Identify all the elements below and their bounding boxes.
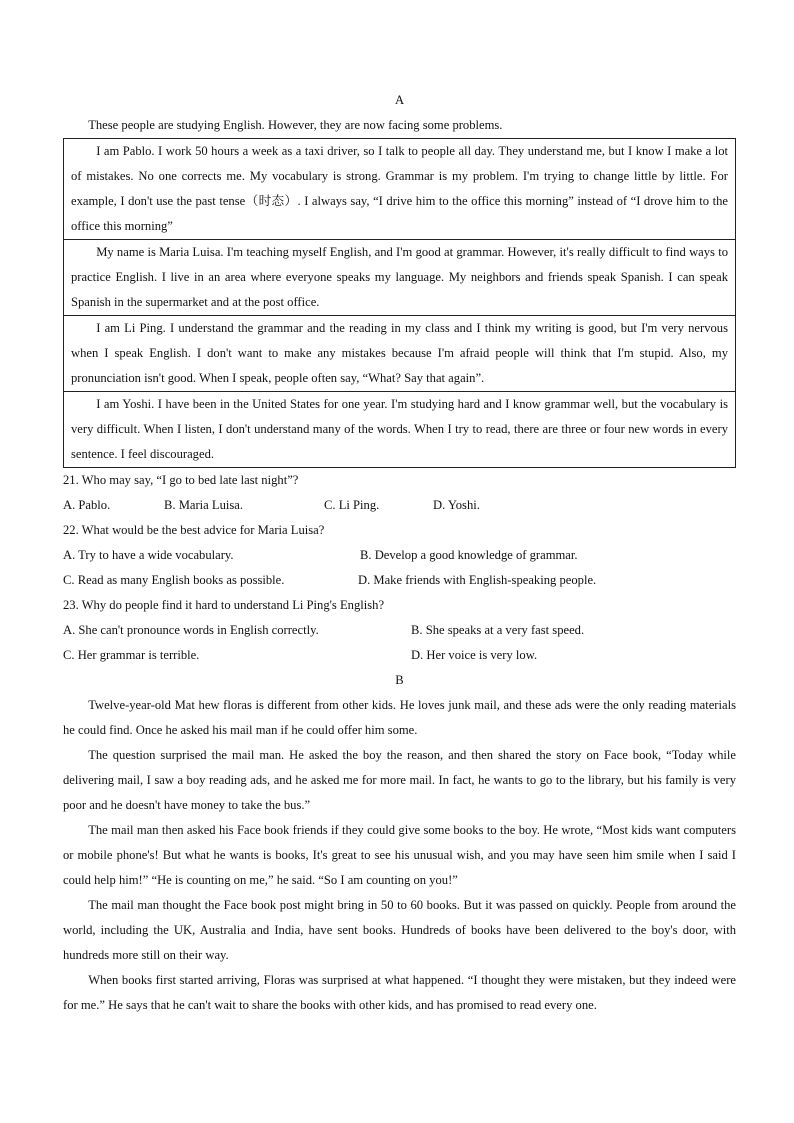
question-22-options-row2	[63, 568, 736, 593]
section-b-paragraph: The mail man then asked his Face book friends if they could give some books to the boy. He wrote, “Most kids want computers or mobile phone's! But what he wants is books, It's great to see his unusual wish, and you may have seen him smile when I said I could help him!” “He is counting on me,” he said. “So I am counting on you!”	[63, 823, 736, 887]
passage-text: My name is Maria Luisa. I'm teaching myself English, and I'm good at grammar. However, it's really difficult to find ways to practice English. I live in an area where everyone speaks my language. My neighbors and friends speak Spanish. I can speak Spanish in the supermarket and at the post office.	[71, 245, 728, 309]
section-a-intro: These people are studying English. However, they are now facing some problems.	[88, 118, 503, 132]
option-a: A. Pablo.	[63, 498, 111, 512]
passage-text: I am Li Ping. I understand the grammar and the reading in my class and I think my writing is good, but I'm very nervous when I speak English. I don't want to make any mistakes because I'm afraid people will think that I'm stupid. Also, my pronunciation isn't good. When I speak, people often say, “What? Say that again”.	[71, 321, 728, 385]
option-d: D. Her voice is very low.	[411, 648, 538, 662]
option-b: B. Maria Luisa.	[164, 498, 244, 512]
option-d: D. Make friends with English-speaking people.	[358, 573, 597, 587]
passage-maria-luisa	[64, 239, 735, 315]
passage-text: I am Yoshi. I have been in the United States for one year. I'm studying hard and I know grammar well, but the vocabulary is very difficult. When I listen, I don't understand many of the words. When I try to read, there are three or four new words in every sentence. I feel discouraged.	[71, 397, 728, 461]
option-c: C. Her grammar is terrible.	[63, 648, 200, 662]
section-b-paragraph: Twelve-year-old Mat hew floras is different from other kids. He loves junk mail, and these ads were the only reading materials he could find. Once he asked his mail man if he could offer him some.	[63, 698, 736, 737]
option-b: B. Develop a good knowledge of grammar.	[360, 548, 578, 562]
option-d: D. Yoshi.	[433, 498, 480, 512]
option-a: A. Try to have a wide vocabulary.	[63, 548, 234, 562]
question-23-stem: 23. Why do people find it hard to understand Li Ping's English?	[63, 598, 385, 612]
passage-table	[63, 138, 736, 468]
question-22-options-row1	[63, 543, 736, 568]
section-a-heading: A	[394, 93, 405, 107]
section-b-paragraph: When books first started arriving, Floras was surprised at what happened. “I thought they were mistaken, but they indeed were for me.” He says that he can't wait to share the books with other kids, and has promised to read every one.	[63, 973, 736, 1012]
passage-pablo	[64, 139, 735, 239]
option-c: C. Read as many English books as possible.	[63, 573, 285, 587]
section-b-paragraph: The mail man thought the Face book post might bring in 50 to 60 books. But it was passed on quickly. People from around the world, including the UK, Australia and India, have sent books. Hundreds of books have been delivered to the boy's door, with hundreds more still on their way.	[63, 898, 736, 962]
question-21-options	[63, 493, 736, 518]
exam-page	[63, 88, 736, 1018]
option-a: A. She can't pronounce words in English correctly.	[63, 623, 319, 637]
passage-li-ping	[64, 315, 735, 391]
question-23-options-row1	[63, 618, 736, 643]
question-23-options-row2	[63, 643, 736, 668]
section-b-heading: B	[395, 673, 404, 687]
passage-text: I am Pablo. I work 50 hours a week as a taxi driver, so I talk to people all day. They understand me, but I know I make a lot of mistakes. No one corrects me. My vocabulary is strong. Grammar is my problem. I'm trying to change little by little. For example, I don't use the past tense（时态）. I always say, “I drive him to the office this morning” instead of “I drove him to the office this morning”	[71, 144, 728, 233]
passage-yoshi	[64, 391, 735, 467]
option-c: C. Li Ping.	[324, 498, 380, 512]
section-b-paragraph: The question surprised the mail man. He asked the boy the reason, and then shared the story on Face book, “Today while delivering mail, I saw a boy reading ads, and he asked me for more mail. In fact, he wants to go to the library, but his family is very poor and he doesn't have money to take the bus.”	[63, 748, 736, 812]
question-22-stem: 22. What would be the best advice for Maria Luisa?	[63, 523, 325, 537]
question-21-stem: 21. Who may say, “I go to bed late last night”?	[63, 473, 299, 487]
option-b: B. She speaks at a very fast speed.	[411, 623, 585, 637]
